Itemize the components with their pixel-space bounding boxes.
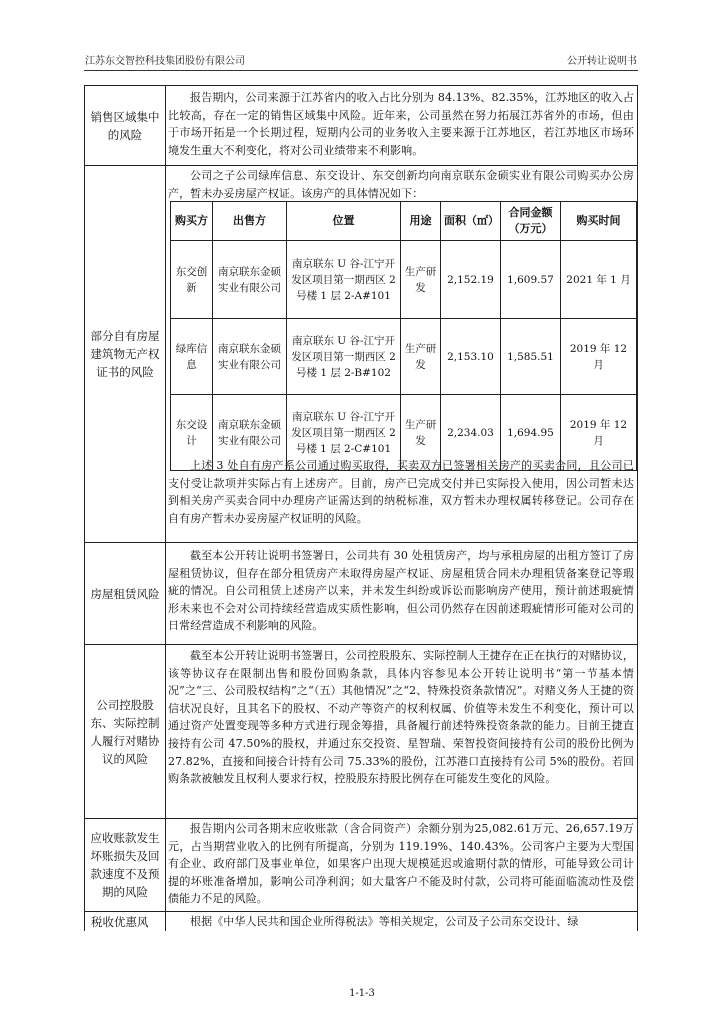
cell-seller: 南京联东金硕实业有限公司 <box>213 395 287 471</box>
header-rule <box>84 70 638 71</box>
cell-seller: 南京联东金硕实业有限公司 <box>213 241 287 319</box>
cell-buyer: 东交创新 <box>171 241 213 319</box>
risk-text: 上述 3 处自有房产系公司通过购买取得，买卖双方已签署相关房产的买卖合同，且公司已支付受让款项并实际占有上述房产。目前，房产已完成交付并已实际投入使用，因公司暂未达到相关房产买卖合同中办理房产证需达到的纳税标准，双方暂未办理权属转移登记。公司存在自有房产暂未办妥房屋产权证明的风险。 <box>168 459 634 525</box>
risk-label: 房屋租赁风险 <box>85 543 166 644</box>
cell-date: 2019 年 12 月 <box>561 319 637 395</box>
risk-row <box>84 644 638 819</box>
col-buyer: 购买方 <box>171 202 213 241</box>
cell-amount: 1,609.57 <box>501 241 561 319</box>
risk-label: 公司控股股东、实际控制人履行对赌协议的风险 <box>85 645 166 818</box>
table-row <box>171 241 637 319</box>
cell-buyer: 东交设计 <box>171 395 213 471</box>
risk-label: 税收优惠风 <box>85 912 166 931</box>
cell-location: 南京联东 U 谷-江宁开发区项目第一期西区 2 号楼 1 层 2-A#101 <box>287 241 401 319</box>
cell-buyer: 绿库信息 <box>171 319 213 395</box>
cell-seller: 南京联东金硕实业有限公司 <box>213 319 287 395</box>
risk-row <box>84 818 638 912</box>
header-company: 江苏东交智控科技集团股份有限公司 <box>85 56 245 67</box>
risk-row <box>84 542 638 645</box>
cell-usage: 生产研发 <box>401 319 441 395</box>
col-usage: 用途 <box>401 202 441 241</box>
risk-text: 截至本公开转让说明书签署日，公司控股股东、实际控制人王捷存在正在执行的对赌协议，该等协议存在限制出售和股份回购条款，具体内容参见本公开转让说明书“第一节基本情况”之“三、公司股权结构”之“（五）其他情况”之“2、特殊投资条款情况”。对赌义务人王捷的资信状况良好，且其名下的股权、不动产等资产的权利权属、价值等未发生不利变化，预计可以通过资产处置变现等多种方式进行现金筹措，具备履行前述特殊投资条款的能力。目前王捷直接持有公司 47.50%的股权，并通过东交投资、星智瑞、荣智投资间接持有公司的股份比例为 27.82%，直接和间接合计持有公司 75.33%的股份，江苏港口直接持有公司 5%的股份。若回购条款被触发且权利人要求行权，控股股东持股比例存在可能发生变化的风险。 <box>168 649 634 786</box>
header-doc-title: 公开转让说明书 <box>567 56 637 67</box>
risk-text: 根据《中华人民共和国企业所得税法》等相关规定，公司及子公司东交设计、绿 <box>190 915 579 928</box>
col-area: 面积（㎡） <box>441 202 501 241</box>
cell-location: 南京联东 U 谷-江宁开发区项目第一期西区 2 号楼 1 层 2-C#101 <box>287 395 401 471</box>
table-row <box>171 319 637 395</box>
table-row <box>171 395 637 471</box>
risk-label: 应收账款发生坏账损失及回款速度不及预期的风险 <box>85 819 166 911</box>
page-header <box>85 52 637 66</box>
cell-area: 2,234.03 <box>441 395 501 471</box>
cell-usage: 生产研发 <box>401 395 441 471</box>
property-table <box>170 201 637 471</box>
cell-area: 2,152.19 <box>441 241 501 319</box>
risk-row <box>84 911 638 931</box>
col-seller: 出售方 <box>213 202 287 241</box>
col-date: 购买时间 <box>561 202 637 241</box>
risk-text: 报告期内公司各期末应收账款（含合同资产）余额分别为25,082.61万元、26,657.19万元，占当期营业收入的比例有所提高，分别为 119.19%、140.43%。公司客户主要为大型国有企业、政府部门及事业单位，如果客户出现大规模延迟或逾期付款的情形，可能导致公司计提的坏账准备增加，影响公司净利润；如大量客户不能及时付款，公司将可能面临流动性及偿债能力不足的风险。 <box>168 822 634 906</box>
cell-location: 南京联东 U 谷-江宁开发区项目第一期西区 2 号楼 1 层 2-B#102 <box>287 319 401 395</box>
cell-area: 2,153.10 <box>441 319 501 395</box>
risk-label: 部分自有房屋建筑物无产权证书的风险 <box>85 166 166 542</box>
risk-intro: 公司之子公司绿库信息、东交设计、东交创新均向南京联东金硕实业有限公司购买办公房产，暂未办妥房屋产权证。该房产的具体情况如下： <box>168 169 634 200</box>
risk-text: 报告期内，公司来源于江苏省内的收入占比分别为 84.13%、82.35%，江苏地区的收入占比较高，存在一定的销售区域集中风险。近年来，公司虽然在努力拓展江苏省外的市场，但由于市场开拓是一个长期过程，短期内公司的业务收入主要来源于江苏地区，若江苏地区市场环境发生重大不利变化，将对公司业绩带来不利影响。 <box>168 91 634 157</box>
page-number: 1-1-3 <box>349 988 375 999</box>
cell-amount: 1,694.95 <box>501 395 561 471</box>
risk-row <box>84 85 638 166</box>
risk-label: 销售区域集中的风险 <box>85 86 166 165</box>
risk-text: 截至本公开转让说明书签署日，公司共有 30 处租赁房产，均与承租房屋的出租方签订了房屋租赁协议，但存在部分租赁房产未取得房屋产权证、房屋租赁合同未办理租赁备案登记等瑕疵的情况。自公司租赁上述房产以来，并未发生纠纷或诉讼而影响房产使用，预计前述瑕疵情形未来也不会对公司持续经营造成实质性影响，但公司仍然存在因前述瑕疵情形可能对公司的日常经营造成不利影响的风险。 <box>168 549 634 633</box>
cell-amount: 1,585.51 <box>501 319 561 395</box>
cell-date: 2021 年 1 月 <box>561 241 637 319</box>
col-amount: 合同金额（万元） <box>501 202 561 241</box>
cell-usage: 生产研发 <box>401 241 441 319</box>
col-location: 位置 <box>287 202 401 241</box>
table-header-row <box>171 202 637 241</box>
cell-date: 2019 年 12 月 <box>561 395 637 471</box>
